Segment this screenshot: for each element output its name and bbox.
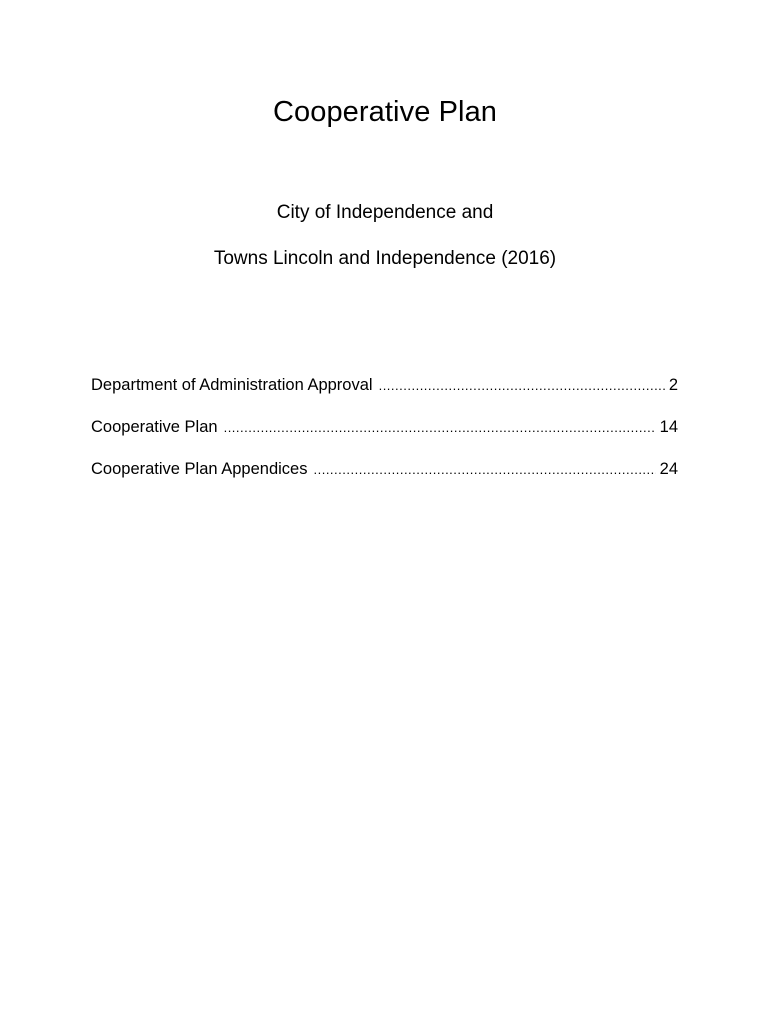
toc-entry-title: Cooperative Plan	[91, 418, 218, 436]
toc-entry-cooperative-plan[interactable]	[91, 418, 678, 460]
toc-entry-page-number: 14	[659, 418, 678, 436]
toc-entry-admin-approval[interactable]	[91, 376, 678, 418]
document-subtitle-line-1: City of Independence and	[276, 202, 494, 223]
toc-entry-title: Department of Administration Approval	[91, 376, 373, 394]
toc-dot-leader	[224, 420, 656, 435]
document-title: Cooperative Plan	[272, 96, 498, 128]
toc-entry-plan-appendices[interactable]	[91, 460, 678, 502]
toc-dot-leader	[313, 462, 655, 477]
toc-entry-page-number: 24	[659, 460, 678, 478]
toc-entry-page-number: 2	[668, 376, 678, 394]
table-of-contents	[91, 376, 678, 502]
toc-entry-title: Cooperative Plan Appendices	[91, 460, 308, 478]
document-subtitle-line-2: Towns Lincoln and Independence (2016)	[213, 248, 557, 269]
toc-dot-leader	[379, 378, 665, 393]
